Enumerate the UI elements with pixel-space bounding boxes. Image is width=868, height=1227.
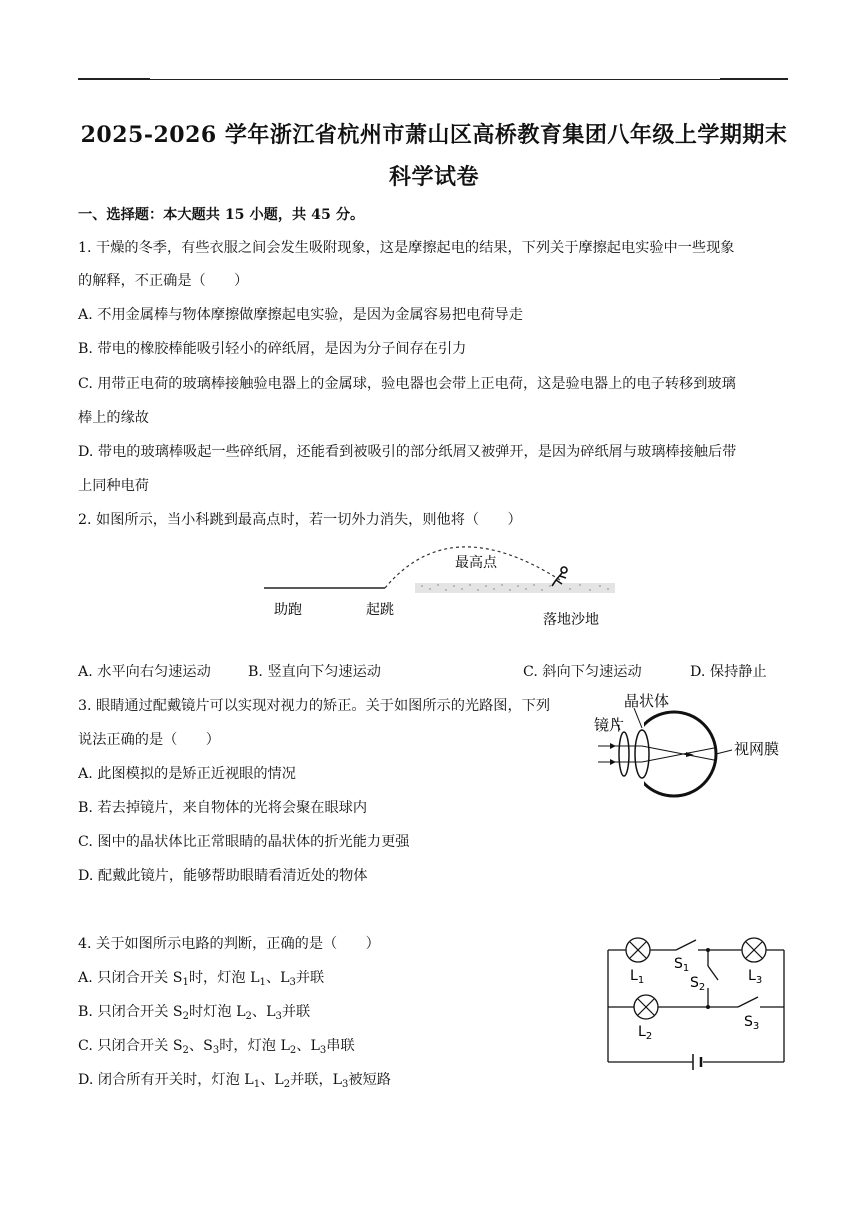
label-l2: $L_2$ (638, 1024, 653, 1042)
label-lens: 镜片 (594, 716, 625, 734)
q4-option-a: A. 只闭合开关 $S_1$时，灯泡 $L_1$、$L_3$并联 (78, 970, 325, 988)
paper-title-line2: 科学试卷 (388, 164, 479, 190)
eye-lens-figure (590, 690, 790, 810)
q2-option-b: B. 竖直向下匀速运动 (248, 664, 381, 680)
label-l1: $L_1$ (630, 968, 645, 986)
header-rule-main (150, 79, 720, 80)
q2-stem: 2. 如图所示，当小科跳到最高点时，若一切外力消失，则他将（ ） (78, 512, 522, 528)
q3-stem-line1: 3. 眼睛通过配戴镜片可以实现对视力的矫正。关于如图所示的光路图，下列 (78, 698, 551, 714)
q3-option-d: D. 配戴此镜片，能够帮助眼睛看清近处的物体 (78, 868, 368, 884)
label-s2: $S_2$ (690, 975, 706, 993)
q3-stem-line2: 说法正确的是（ ） (78, 732, 220, 748)
sand-pit (415, 583, 615, 593)
section-heading: 一、选择题：本大题共 15 小题，共 45 分。 (78, 207, 365, 223)
q4-option-c: C. 只闭合开关 $S_2$、$S_3$时，灯泡 $L_2$、$L_3$串联 (78, 1038, 355, 1056)
q4-stem: 4. 关于如图所示电路的判断，正确的是（ ） (78, 936, 380, 952)
long-jump-figure (250, 540, 630, 640)
q3-option-c: C. 图中的晶状体比正常眼睛的晶状体的折光能力更强 (78, 834, 410, 850)
header-rule-right (720, 78, 788, 80)
fig-label-jump: 起跳 (366, 602, 394, 618)
q1-option-c-line1: C. 用带正电荷的玻璃棒接触验电器上的金属球，验电器也会带上正电荷，这是验电器上的电子转移到玻璃 (78, 376, 736, 392)
q1-stem-line2: 的解释，不正确是（ ） (78, 273, 249, 289)
q2-option-d: D. 保持静止 (690, 664, 767, 680)
eyeball (632, 712, 716, 796)
q1-option-d-line1: D. 带电的玻璃棒吸起一些碎纸屑，还能看到被吸引的部分纸屑又被弹开，是因为碎纸屑与玻璃棒接触后带 (78, 444, 737, 460)
q3-option-a: A. 此图模拟的是矫正近视眼的情况 (78, 766, 296, 782)
q1-stem-line1: 1. 干燥的冬季，有些衣服之间会发生吸附现象，这是摩擦起电的结果，下列关于摩擦起电实验中一些现象 (78, 240, 735, 256)
label-retina: 视网膜 (734, 740, 780, 758)
header-rule-left (78, 78, 150, 80)
lamp-l2-icon (634, 995, 658, 1019)
fig-label-run: 助跑 (274, 602, 302, 618)
q1-option-a: A. 不用金属棒与物体摩擦做摩擦起电实验，是因为金属容易把电荷导走 (78, 307, 523, 323)
paper-title-line1: 2025-2026 学年浙江省杭州市萧山区高桥教育集团八年级上学期期末 (80, 122, 788, 148)
q4-option-b: B. 只闭合开关 $S_2$时灯泡 $L_2$、$L_3$并联 (78, 1004, 311, 1022)
lamp-l1-icon (626, 938, 650, 962)
label-crystalline: 晶状体 (624, 692, 670, 710)
q3-option-b: B. 若去掉镜片，来自物体的光将会聚在眼球内 (78, 800, 368, 816)
label-l3: $L_3$ (748, 968, 763, 986)
q1-option-b: B. 带电的橡胶棒能吸引轻小的碎纸屑，是因为分子间存在引力 (78, 341, 467, 357)
circuit-figure (598, 930, 798, 1075)
q2-option-a: A. 水平向右匀速运动 (78, 664, 211, 680)
q1-option-c-line2: 棒上的缘故 (78, 410, 149, 426)
fig-label-top: 最高点 (455, 555, 497, 571)
q2-option-c: C. 斜向下匀速运动 (523, 664, 642, 680)
q1-option-d-line2: 上同种电荷 (78, 478, 149, 494)
lamp-l3-icon (742, 938, 766, 962)
label-s1: $S_1$ (674, 956, 690, 974)
label-s3: $S_3$ (744, 1014, 760, 1032)
fig-label-land: 落地沙地 (543, 612, 599, 628)
q4-option-d: D. 闭合所有开关时，灯泡 $L_1$、$L_2$并联，$L_3$被短路 (78, 1072, 391, 1090)
